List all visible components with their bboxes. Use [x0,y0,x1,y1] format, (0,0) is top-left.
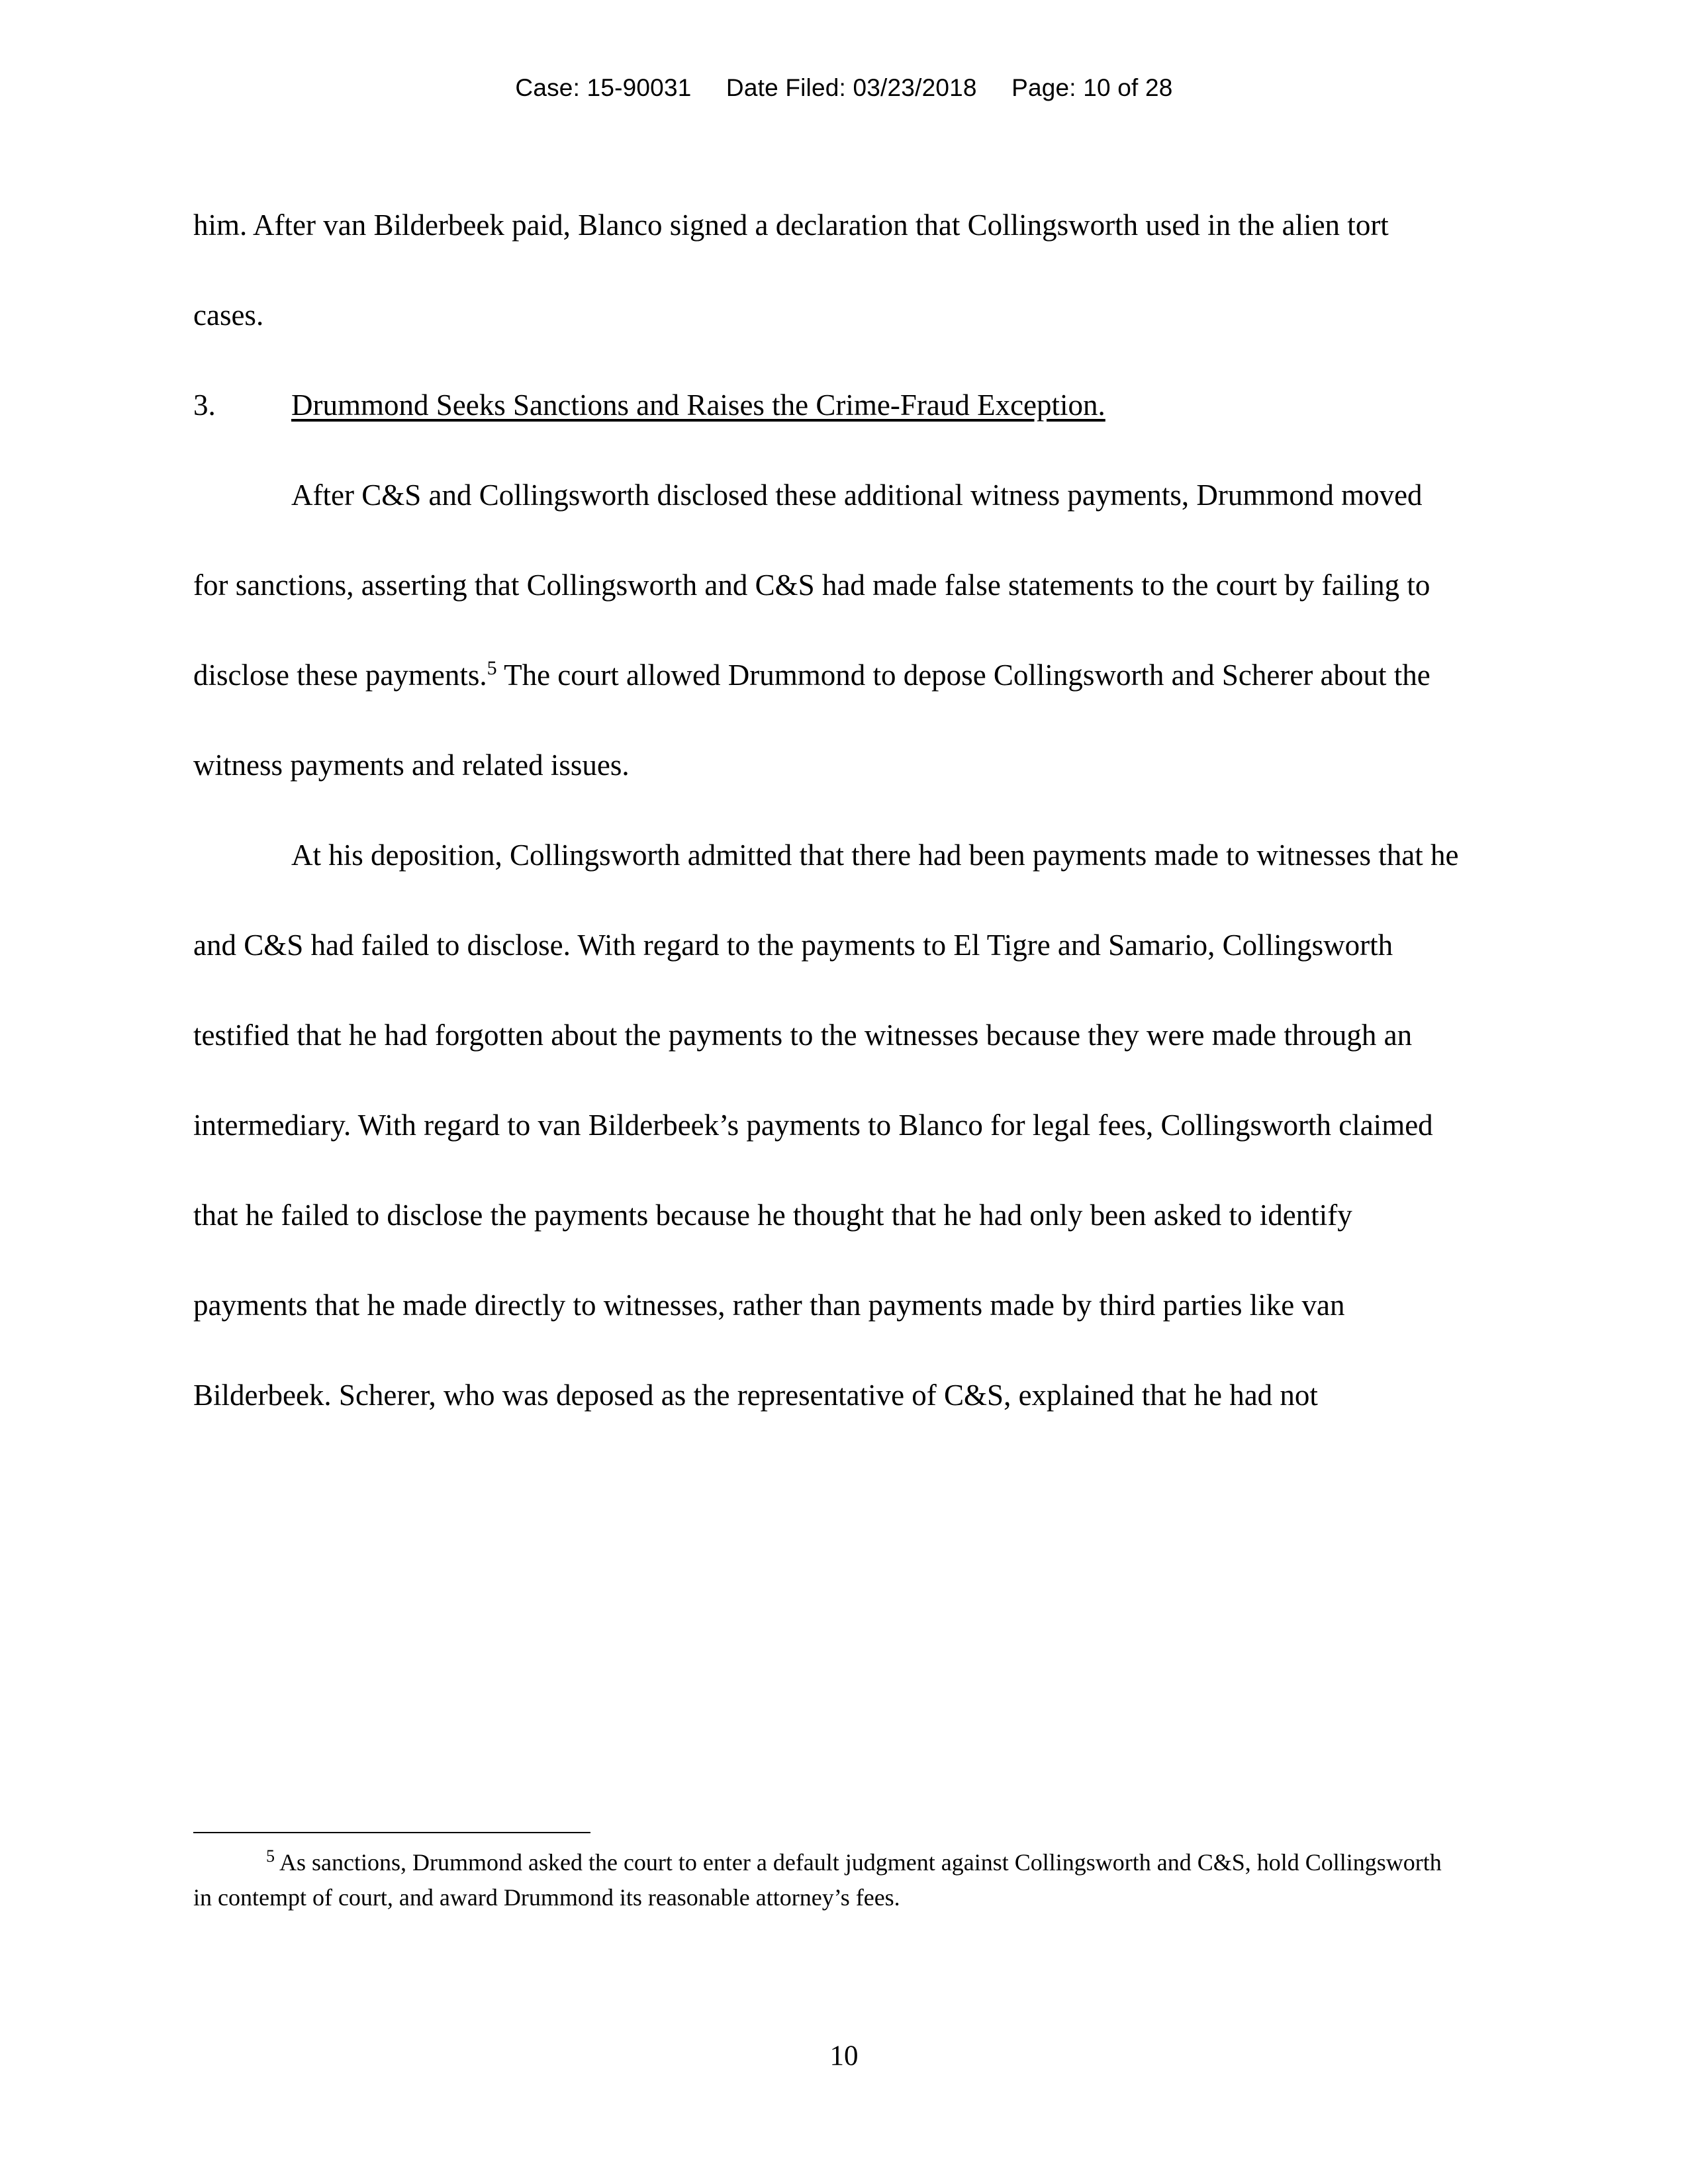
footnote-block [193,1832,1463,1915]
footnote-5 [193,1845,1463,1915]
section-heading-text: Drummond Seeks Sanctions and Raises the Crime-Fraud Exception. [291,388,1105,422]
paragraph-2-text-part2: The court allowed Drummond to depose Collingsworth and Scherer about the witness payments and related issues. [193,659,1430,782]
section-heading-number: 3. [193,388,216,422]
footnote-5-text: As sanctions, Drummond asked the court to enter a default judgment against Collingsworth and C&S, hold Collingsworth in contempt of court, and award Drummond its reasonable attorney’s fees. [193,1849,1442,1911]
section-heading [193,360,1463,450]
paragraph-3-text: At his deposition, Collingsworth admitted that there had been payments made to witnesses that he and C&S had failed to disclose. With regard to the payments to El Tigre and Samario, Collingsworth testified that he had forgotten about the payments to the witnesses because they were made through an intermediary. With regard to van Bilderbeek’s payments to Blanco for legal fees, Collingsworth claimed that he failed to disclose the payments because he thought that he had only been asked to identify payments that he made directly to witnesses, rather than payments made by third parties like van Bilderbeek. Scherer, who was deposed as the representative of C&S, explained that he had not [193,839,1459,1412]
paragraph-2 [193,450,1463,810]
footnote-reference-5[interactable]: 5 [487,657,497,679]
page-number: 10 [829,2040,859,2071]
paragraph-continuation [193,180,1463,360]
paragraph-2-text-part1: After C&S and Collingsworth disclosed these additional witness payments, Drummond moved for sanctions, asserting that Collingsworth and C&S had made false statements to the court by failing to disclose these payments. [193,478,1430,692]
footnote-marker-5: 5 [266,1846,275,1866]
paragraph-1-text: him. After van Bilderbeek paid, Blanco signed a declaration that Collingsworth used in the alien tort cases. [193,208,1389,332]
court-filing-header-stamp: Case: 15-90031 Date Filed: 03/23/2018 Page: 10 of 28 [515,74,1173,101]
document-body [193,180,1463,1440]
paragraph-3 [193,810,1463,1440]
footnote-divider [193,1832,590,1833]
